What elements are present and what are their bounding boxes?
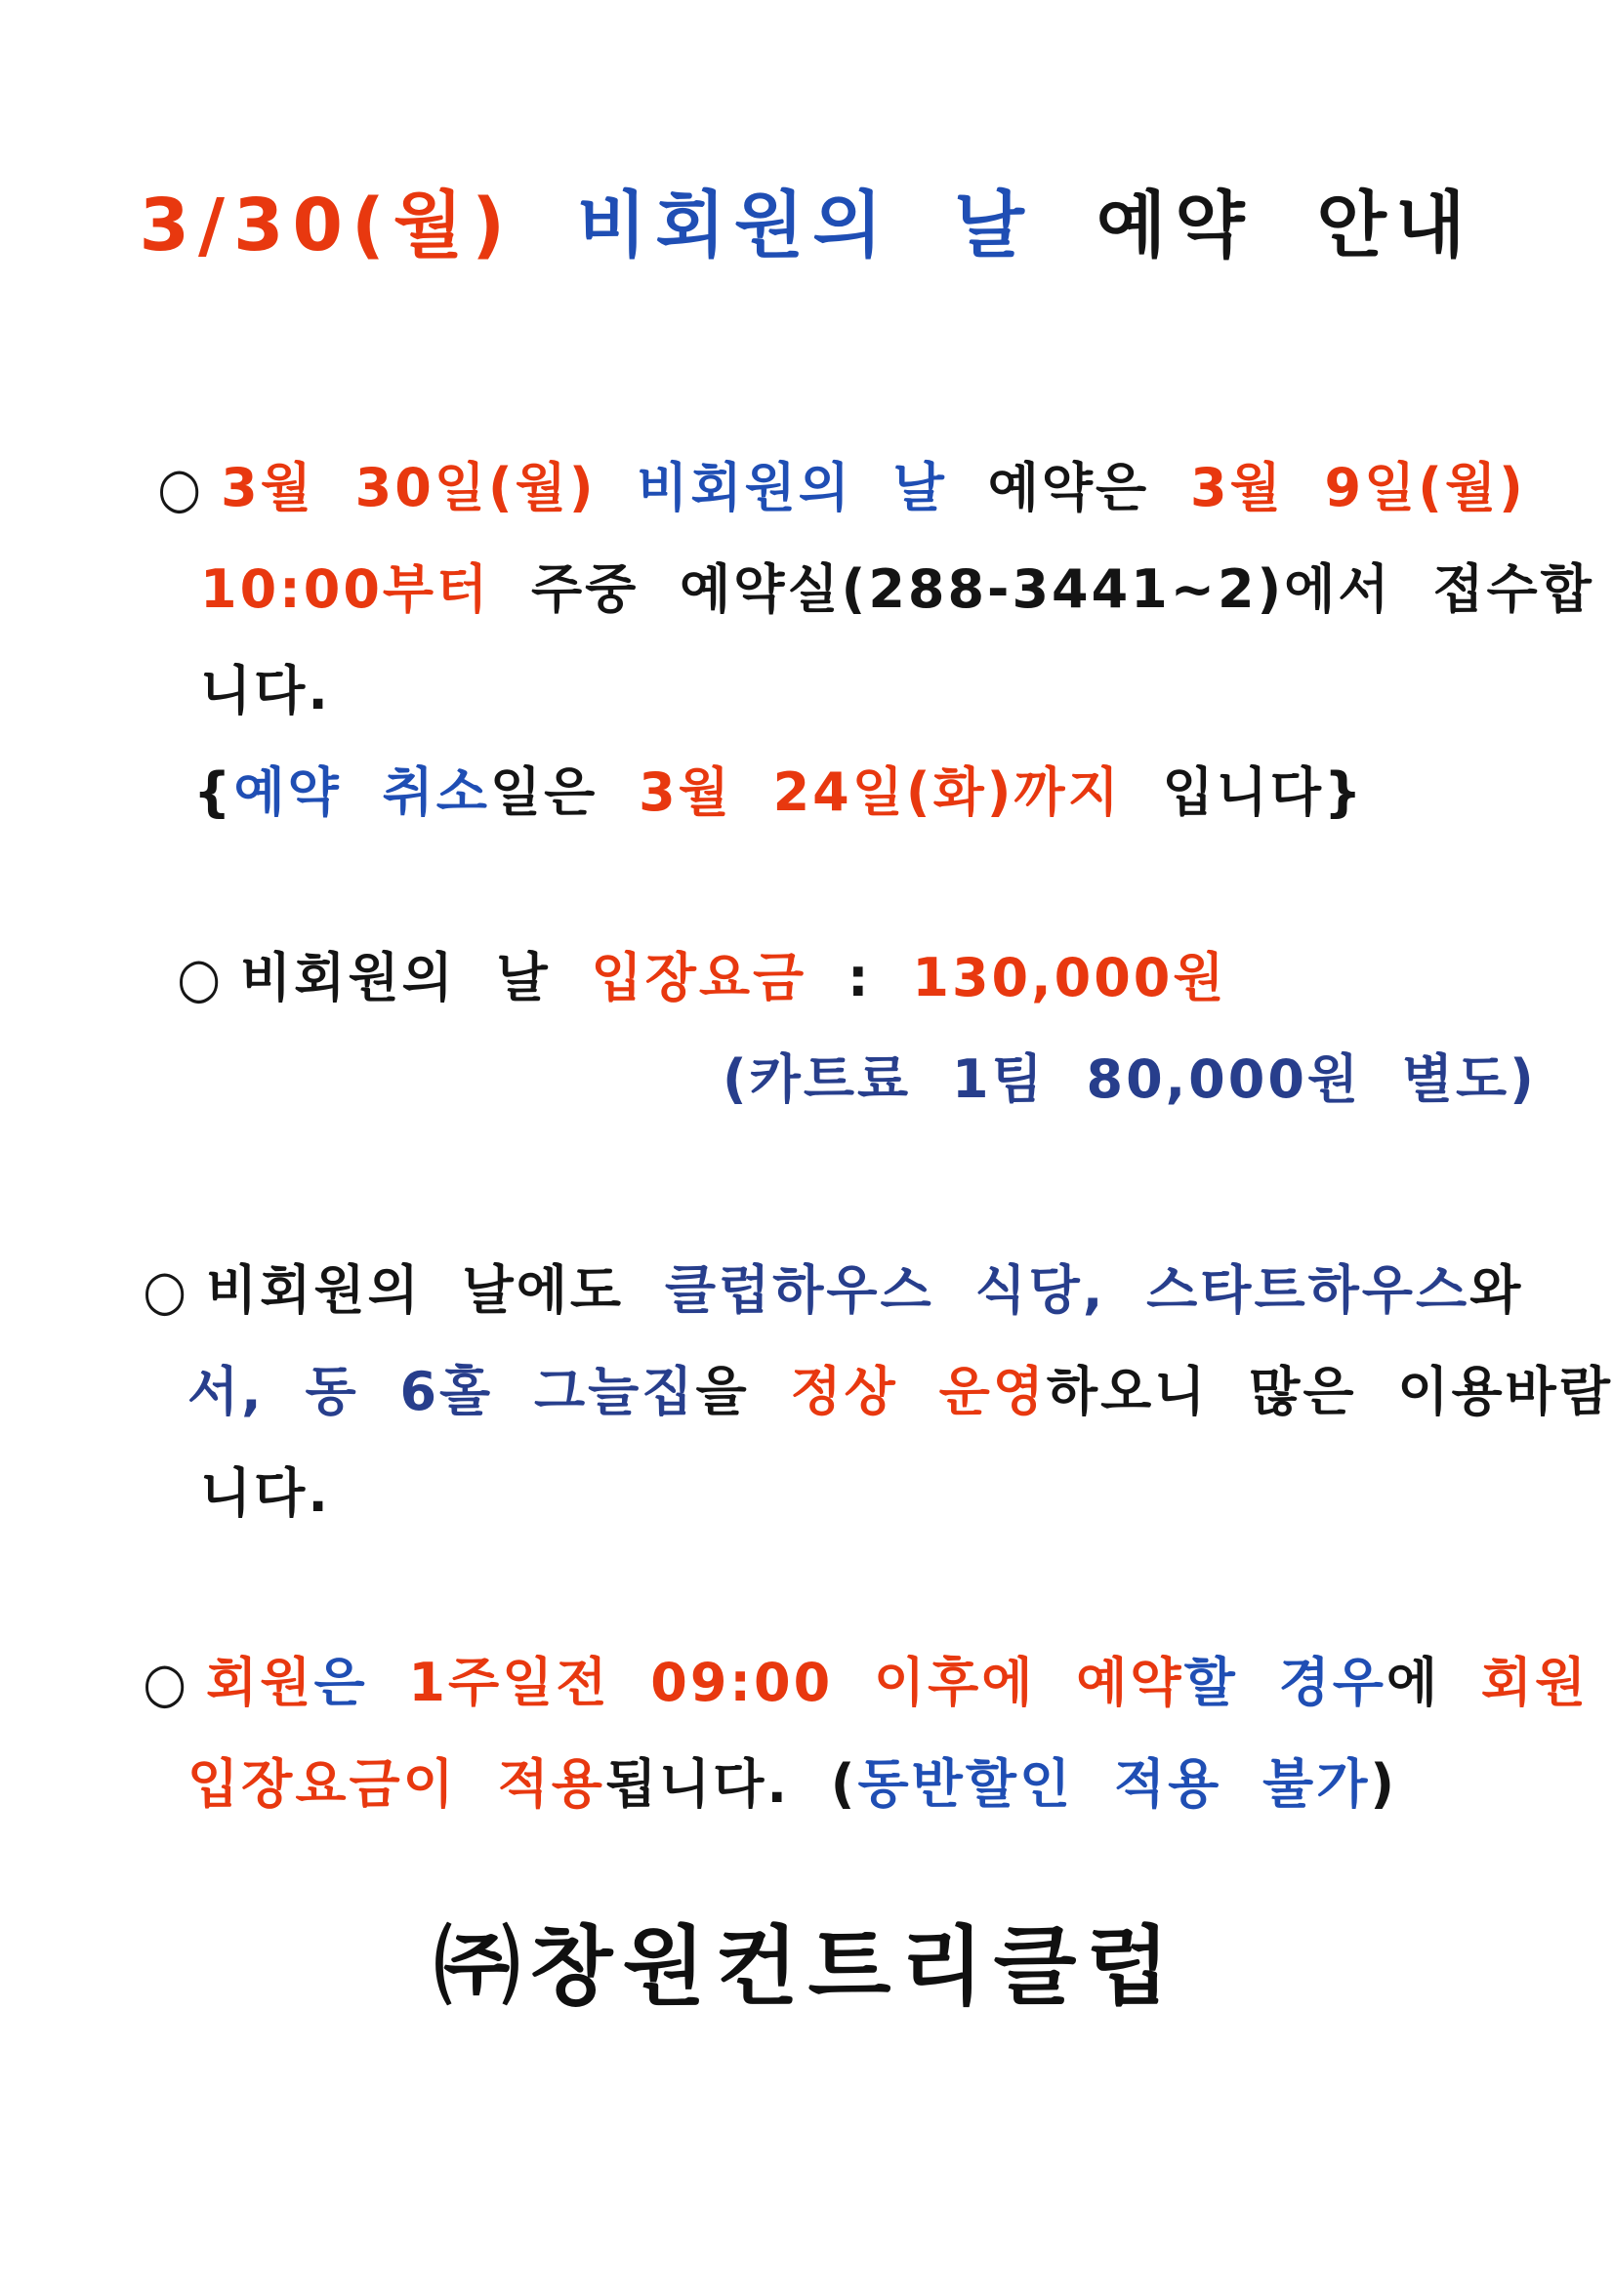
text-segment: 예약 안내 — [1033, 184, 1474, 267]
text-segment: 입장요금 — [591, 947, 807, 1008]
text-segment: 비회원의 날 — [240, 947, 592, 1008]
notice-line — [0, 1734, 1613, 1835]
text-segment: 동반할인 적용 불가 — [857, 1753, 1371, 1815]
notice-line — [0, 1632, 1613, 1734]
notice-line — [0, 437, 1613, 539]
text-segment: { — [193, 761, 234, 823]
text-segment: 하오니 많은 이용바람 — [1046, 1361, 1613, 1422]
text-segment: 비회원의 날에도 — [206, 1259, 665, 1321]
text-segment: 일은 — [489, 761, 640, 823]
notice-line — [0, 1029, 1613, 1130]
text-segment: 입니다} — [1121, 761, 1365, 823]
text-segment: 1주일전 09:00 이후에 예약 — [367, 1652, 1184, 1713]
text-segment: 정상 운영 — [790, 1361, 1047, 1422]
text-segment: : — [806, 947, 913, 1008]
notice-line — [0, 539, 1613, 640]
text-segment: ) — [1370, 1753, 1398, 1815]
text-segment: (카트료 1팀 80,000원 별도) — [723, 1048, 1537, 1110]
text-segment: 됩니다. ( — [604, 1753, 858, 1815]
text-segment: 와 — [1469, 1259, 1524, 1321]
text-segment: 은 — [313, 1652, 368, 1713]
notice-item — [0, 437, 1613, 843]
bullet-circle-icon: ○ — [143, 1650, 189, 1715]
text-segment: 니다. — [200, 1462, 331, 1524]
notice-line — [0, 1341, 1613, 1443]
notice-item — [0, 1632, 1613, 1835]
text-segment: 주중 예약실(288-3441~2)에서 접수합 — [490, 558, 1594, 620]
text-segment: 3/30(월) — [139, 184, 577, 267]
text-segment: 예약은 — [946, 457, 1191, 518]
text-segment: 할 경우 — [1183, 1652, 1386, 1713]
notice-line — [0, 927, 1613, 1029]
text-segment: 클럽하우스 식당, 스타트하우스 — [664, 1259, 1470, 1321]
text-segment: 회원 — [206, 1652, 314, 1713]
notice-line — [0, 1240, 1613, 1341]
notice-line — [0, 640, 1613, 742]
text-segment: 회원 — [1440, 1652, 1590, 1713]
company-name: ㈜창원컨트리클럽 — [434, 1916, 1179, 2017]
notice-item — [0, 1240, 1613, 1544]
notice-line — [0, 1443, 1613, 1544]
text-segment: 을 — [695, 1361, 791, 1422]
bullet-circle-icon: ○ — [157, 455, 204, 520]
text-segment: 비회원의 날 — [637, 457, 947, 518]
text-segment: 예약 취소 — [233, 761, 490, 823]
text-segment: 10:00부터 — [200, 558, 491, 620]
text-segment: 에 — [1386, 1652, 1441, 1713]
text-segment: 니다. — [200, 660, 331, 721]
notice-line — [0, 742, 1613, 843]
text-segment: 3월 9일(월) — [1190, 457, 1526, 518]
text-segment: 130,000원 — [912, 947, 1227, 1008]
text-segment: 비회원의 날 — [576, 184, 1034, 267]
notice-item — [0, 927, 1613, 1130]
text-segment: 3월 24일(화)까지 — [639, 761, 1122, 823]
bullet-circle-icon: ○ — [177, 945, 224, 1010]
text-segment: 입장요금이 적용 — [187, 1753, 605, 1815]
text-segment: 서, 동 6홀 그늘집 — [187, 1361, 696, 1422]
text-segment: 3월 30일(월) — [221, 457, 638, 518]
notice-title — [0, 178, 1613, 275]
bullet-circle-icon: ○ — [143, 1257, 189, 1323]
